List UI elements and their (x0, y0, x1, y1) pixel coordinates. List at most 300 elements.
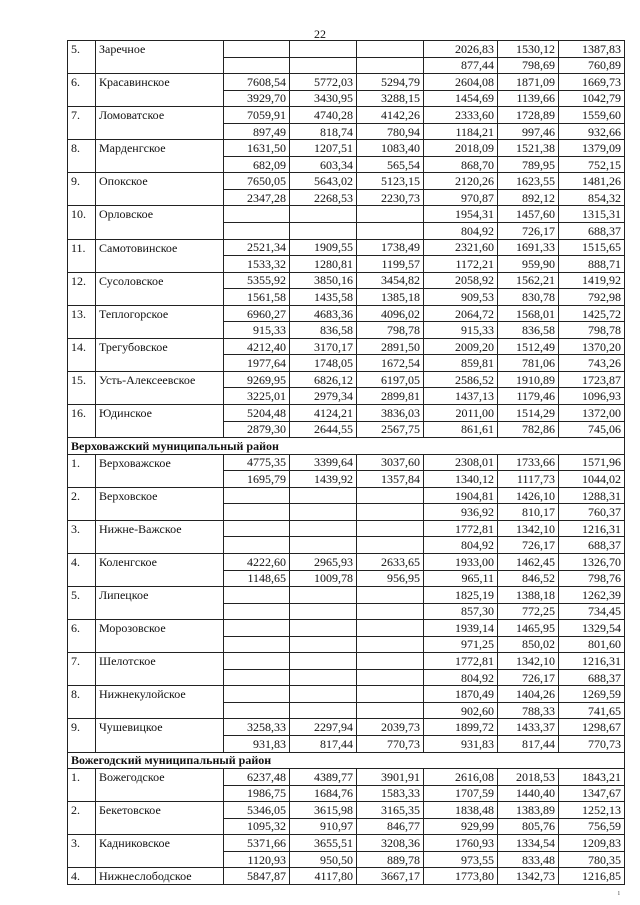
settlement-name-empty (96, 322, 224, 339)
value-cell: 6960,27 (224, 305, 290, 322)
value-cell: 1117,73 (498, 471, 559, 488)
value-cell: 1530,12 (498, 41, 559, 58)
value-cell: 909,53 (424, 289, 498, 306)
value-cell: 7608,54 (224, 74, 290, 91)
settlement-name-empty (96, 388, 224, 405)
value-cell: 770,73 (357, 735, 424, 752)
value-cell: 2321,60 (424, 239, 498, 256)
value-cell: 830,78 (498, 289, 559, 306)
value-cell: 3225,01 (224, 388, 290, 405)
value-cell (224, 57, 290, 74)
value-cell: 2333,60 (424, 107, 498, 124)
value-cell: 770,73 (559, 735, 625, 752)
value-cell: 1419,92 (559, 272, 625, 289)
value-cell: 2979,34 (290, 388, 357, 405)
value-cell: 4124,21 (290, 405, 357, 422)
value-cell: 734,45 (559, 603, 625, 620)
value-cell (357, 686, 424, 703)
row-number: 15. (68, 371, 96, 388)
row-number: 6. (68, 620, 96, 637)
value-cell: 817,44 (498, 735, 559, 752)
value-cell: 798,69 (498, 57, 559, 74)
value-cell: 897,49 (224, 123, 290, 140)
value-cell: 1825,19 (424, 587, 498, 604)
value-cell: 688,37 (559, 537, 625, 554)
value-cell: 1843,21 (559, 769, 625, 786)
value-cell: 1139,66 (498, 90, 559, 107)
value-cell: 889,78 (357, 851, 424, 868)
value-cell: 970,87 (424, 189, 498, 206)
value-cell: 936,92 (424, 504, 498, 521)
value-cell: 5204,48 (224, 405, 290, 422)
value-cell: 2567,75 (357, 421, 424, 438)
value-cell: 868,70 (424, 156, 498, 173)
value-cell: 1184,21 (424, 123, 498, 140)
value-cell (357, 41, 424, 58)
settlement-name-empty (96, 818, 224, 835)
settlement-name-empty (96, 189, 224, 206)
value-cell: 5123,15 (357, 173, 424, 190)
value-cell: 2521,34 (224, 239, 290, 256)
table-row (68, 553, 625, 570)
settlement-name: Ломоватское (96, 107, 224, 124)
value-cell: 1347,67 (559, 785, 625, 802)
value-cell: 3208,36 (357, 835, 424, 852)
value-cell: 9269,95 (224, 371, 290, 388)
settlement-name-empty (96, 570, 224, 587)
row-number-empty (68, 636, 96, 653)
value-cell: 688,37 (559, 223, 625, 240)
value-cell: 1372,00 (559, 405, 625, 422)
value-cell (290, 537, 357, 554)
value-cell: 1738,49 (357, 239, 424, 256)
settlement-name: Марденгское (96, 140, 224, 157)
value-cell: 846,52 (498, 570, 559, 587)
value-cell (224, 702, 290, 719)
value-cell: 726,17 (498, 537, 559, 554)
row-number: 16. (68, 405, 96, 422)
settlement-name: Морозовское (96, 620, 224, 637)
value-cell: 1910,89 (498, 371, 559, 388)
value-cell: 781,06 (498, 355, 559, 372)
value-cell: 1439,92 (290, 471, 357, 488)
table-row-secondary (68, 123, 625, 140)
value-cell: 3850,16 (290, 272, 357, 289)
row-number: 5. (68, 41, 96, 58)
table-row (68, 405, 625, 422)
value-cell: 1334,54 (498, 835, 559, 852)
table-row-secondary (68, 636, 625, 653)
settlement-name-empty (96, 603, 224, 620)
table-row-secondary (68, 702, 625, 719)
table-row (68, 173, 625, 190)
value-cell: 1120,93 (224, 851, 290, 868)
value-cell: 1435,58 (290, 289, 357, 306)
value-cell: 1216,31 (559, 520, 625, 537)
row-number: 7. (68, 107, 96, 124)
value-cell: 2308,01 (424, 454, 498, 471)
value-cell: 1933,00 (424, 553, 498, 570)
value-cell: 5847,87 (224, 868, 290, 885)
settlement-name-empty (96, 421, 224, 438)
value-cell: 1388,18 (498, 587, 559, 604)
row-number-empty (68, 355, 96, 372)
value-cell: 726,17 (498, 223, 559, 240)
value-cell: 804,92 (424, 537, 498, 554)
value-cell: 743,26 (559, 355, 625, 372)
settlement-name: Нижнеслободское (96, 868, 224, 885)
row-number-empty (68, 785, 96, 802)
table-row (68, 686, 625, 703)
value-cell (357, 223, 424, 240)
value-cell: 6237,48 (224, 769, 290, 786)
value-cell: 3836,03 (357, 405, 424, 422)
value-cell: 780,35 (559, 851, 625, 868)
table-row-secondary (68, 570, 625, 587)
value-cell: 915,33 (424, 322, 498, 339)
row-number-empty (68, 322, 96, 339)
value-cell (224, 223, 290, 240)
table-row (68, 620, 625, 637)
settlement-name-empty (96, 256, 224, 273)
value-cell: 3258,33 (224, 719, 290, 736)
table-row-secondary (68, 289, 625, 306)
value-cell: 1199,57 (357, 256, 424, 273)
table-row (68, 653, 625, 670)
table-row-secondary (68, 256, 625, 273)
settlement-name-empty (96, 702, 224, 719)
value-cell: 2064,72 (424, 305, 498, 322)
settlement-name-empty (96, 289, 224, 306)
value-cell (224, 686, 290, 703)
value-cell: 4740,28 (290, 107, 357, 124)
value-cell: 1838,48 (424, 802, 498, 819)
value-cell: 1954,31 (424, 206, 498, 223)
table-row-secondary (68, 851, 625, 868)
value-cell: 2268,53 (290, 189, 357, 206)
value-cell (357, 206, 424, 223)
value-cell: 1977,64 (224, 355, 290, 372)
value-cell: 1871,09 (498, 74, 559, 91)
value-cell: 3615,98 (290, 802, 357, 819)
value-cell: 1379,09 (559, 140, 625, 157)
value-cell (357, 669, 424, 686)
value-cell (224, 653, 290, 670)
value-cell: 1772,81 (424, 653, 498, 670)
value-cell: 2039,73 (357, 719, 424, 736)
value-cell (290, 686, 357, 703)
value-cell: 1986,75 (224, 785, 290, 802)
row-number: 8. (68, 140, 96, 157)
value-cell: 888,71 (559, 256, 625, 273)
settlement-name: Сусоловское (96, 272, 224, 289)
value-cell (290, 57, 357, 74)
table-row (68, 74, 625, 91)
value-cell: 1433,37 (498, 719, 559, 736)
table-row-secondary (68, 355, 625, 372)
settlement-name-empty (96, 57, 224, 74)
value-cell: 950,50 (290, 851, 357, 868)
value-cell: 854,32 (559, 189, 625, 206)
value-cell: 760,37 (559, 504, 625, 521)
value-cell (224, 669, 290, 686)
value-cell: 5643,02 (290, 173, 357, 190)
settlement-name: Нижне-Важское (96, 520, 224, 537)
row-number: 13. (68, 305, 96, 322)
value-cell: 5294,79 (357, 74, 424, 91)
value-cell: 1465,95 (498, 620, 559, 637)
value-cell: 801,60 (559, 636, 625, 653)
table-row (68, 140, 625, 157)
value-cell: 1383,89 (498, 802, 559, 819)
district-header-row (68, 438, 625, 455)
value-cell: 804,92 (424, 223, 498, 240)
settlement-name: Шелотское (96, 653, 224, 670)
value-cell: 1209,83 (559, 835, 625, 852)
district-name: Верховажский муниципальный район (68, 438, 625, 455)
district-name: Вожегодский муниципальный район (68, 752, 625, 769)
value-cell: 956,95 (357, 570, 424, 587)
value-cell: 5772,03 (290, 74, 357, 91)
value-cell (357, 620, 424, 637)
value-cell: 2879,30 (224, 421, 290, 438)
value-cell (290, 487, 357, 504)
row-number-empty (68, 256, 96, 273)
value-cell (357, 636, 424, 653)
value-cell (290, 636, 357, 653)
value-cell: 1096,93 (559, 388, 625, 405)
value-cell (357, 487, 424, 504)
value-cell: 3037,60 (357, 454, 424, 471)
row-number-empty (68, 421, 96, 438)
settlement-name-empty (96, 636, 224, 653)
value-cell: 2230,73 (357, 189, 424, 206)
row-number-empty (68, 289, 96, 306)
table-row (68, 305, 625, 322)
value-cell: 965,11 (424, 570, 498, 587)
value-cell: 971,25 (424, 636, 498, 653)
value-cell: 1669,73 (559, 74, 625, 91)
value-cell: 1571,96 (559, 454, 625, 471)
row-number: 1. (68, 454, 96, 471)
value-cell: 1044,02 (559, 471, 625, 488)
page-number: 22 (314, 27, 326, 41)
row-number-empty (68, 818, 96, 835)
value-cell: 3170,17 (290, 338, 357, 355)
settlement-name: Нижнекулойское (96, 686, 224, 703)
value-cell (290, 520, 357, 537)
row-number-empty (68, 735, 96, 752)
row-number-empty (68, 669, 96, 686)
value-cell: 1083,40 (357, 140, 424, 157)
value-cell: 1216,31 (559, 653, 625, 670)
value-cell: 805,76 (498, 818, 559, 835)
value-cell: 1340,12 (424, 471, 498, 488)
value-cell: 1939,14 (424, 620, 498, 637)
value-cell: 2616,08 (424, 769, 498, 786)
row-number-empty (68, 388, 96, 405)
value-cell: 861,61 (424, 421, 498, 438)
value-cell: 3667,17 (357, 868, 424, 885)
value-cell (290, 206, 357, 223)
settlement-name-empty (96, 669, 224, 686)
settlement-name: Чушевицкое (96, 719, 224, 736)
value-cell: 745,06 (559, 421, 625, 438)
settlement-name: Трегубовское (96, 338, 224, 355)
table-row-secondary (68, 90, 625, 107)
value-cell: 2965,93 (290, 553, 357, 570)
value-cell (290, 504, 357, 521)
value-cell: 836,58 (290, 322, 357, 339)
value-cell: 1760,93 (424, 835, 498, 852)
row-number: 10. (68, 206, 96, 223)
value-cell: 818,74 (290, 123, 357, 140)
value-cell (357, 653, 424, 670)
value-cell: 1559,60 (559, 107, 625, 124)
value-cell: 1533,32 (224, 256, 290, 273)
row-number: 11. (68, 239, 96, 256)
value-cell: 910,97 (290, 818, 357, 835)
value-cell: 932,66 (559, 123, 625, 140)
settlement-name: Заречное (96, 41, 224, 58)
row-number-empty (68, 603, 96, 620)
value-cell: 1462,45 (498, 553, 559, 570)
settlement-name-empty (96, 355, 224, 372)
value-cell: 1512,49 (498, 338, 559, 355)
value-cell: 3454,82 (357, 272, 424, 289)
table-row-secondary (68, 57, 625, 74)
table-row (68, 719, 625, 736)
settlement-name-empty (96, 537, 224, 554)
value-cell: 4212,40 (224, 338, 290, 355)
value-cell: 1425,72 (559, 305, 625, 322)
settlement-name: Самотовинское (96, 239, 224, 256)
table-row (68, 769, 625, 786)
value-cell: 1672,54 (357, 355, 424, 372)
row-number: 12. (68, 272, 96, 289)
value-cell: 1870,49 (424, 686, 498, 703)
value-cell (224, 537, 290, 554)
table-row (68, 206, 625, 223)
value-cell: 760,89 (559, 57, 625, 74)
value-cell: 4389,77 (290, 769, 357, 786)
value-cell: 2018,09 (424, 140, 498, 157)
settlement-name-empty (96, 156, 224, 173)
value-cell: 1521,38 (498, 140, 559, 157)
value-cell (224, 520, 290, 537)
value-cell (357, 504, 424, 521)
table-row-secondary (68, 504, 625, 521)
settlement-rates-table (67, 40, 625, 885)
value-cell: 1707,59 (424, 785, 498, 802)
value-cell: 2026,83 (424, 41, 498, 58)
table-row-secondary (68, 537, 625, 554)
value-cell (357, 520, 424, 537)
row-number: 1. (68, 769, 96, 786)
value-cell: 4775,35 (224, 454, 290, 471)
value-cell: 2297,94 (290, 719, 357, 736)
value-cell: 2586,52 (424, 371, 498, 388)
settlement-name: Орловское (96, 206, 224, 223)
value-cell: 792,98 (559, 289, 625, 306)
table-row (68, 587, 625, 604)
value-cell: 2899,81 (357, 388, 424, 405)
value-cell: 2604,08 (424, 74, 498, 91)
value-cell: 6197,05 (357, 371, 424, 388)
settlement-name: Коленгское (96, 553, 224, 570)
value-cell: 836,58 (498, 322, 559, 339)
value-cell: 788,33 (498, 702, 559, 719)
corner-mark: ı (617, 888, 620, 897)
value-cell: 1280,81 (290, 256, 357, 273)
value-cell: 2347,28 (224, 189, 290, 206)
table-row (68, 41, 625, 58)
value-cell (224, 636, 290, 653)
value-cell: 1748,05 (290, 355, 357, 372)
value-cell: 1684,76 (290, 785, 357, 802)
table-row (68, 487, 625, 504)
settlement-name: Верховажское (96, 454, 224, 471)
value-cell: 726,17 (498, 669, 559, 686)
value-cell: 902,60 (424, 702, 498, 719)
value-cell: 1315,31 (559, 206, 625, 223)
value-cell: 973,55 (424, 851, 498, 868)
value-cell (290, 702, 357, 719)
value-cell: 4222,60 (224, 553, 290, 570)
table-row-secondary (68, 322, 625, 339)
value-cell: 3430,95 (290, 90, 357, 107)
settlement-name-empty (96, 90, 224, 107)
value-cell: 1252,13 (559, 802, 625, 819)
row-number: 2. (68, 487, 96, 504)
value-cell: 846,77 (357, 818, 424, 835)
settlement-name: Красавинское (96, 74, 224, 91)
table-row-secondary (68, 189, 625, 206)
value-cell (224, 504, 290, 521)
table-row-secondary (68, 669, 625, 686)
value-cell (290, 41, 357, 58)
value-cell: 859,81 (424, 355, 498, 372)
table-row-secondary (68, 735, 625, 752)
value-cell (224, 206, 290, 223)
value-cell (224, 587, 290, 604)
row-number-empty (68, 90, 96, 107)
table-row (68, 338, 625, 355)
value-cell: 1691,33 (498, 239, 559, 256)
value-cell (357, 603, 424, 620)
value-cell: 1583,33 (357, 785, 424, 802)
row-number: 2. (68, 802, 96, 819)
value-cell: 4117,80 (290, 868, 357, 885)
value-cell: 915,33 (224, 322, 290, 339)
value-cell: 1387,83 (559, 41, 625, 58)
value-cell: 5371,66 (224, 835, 290, 852)
value-cell: 1723,87 (559, 371, 625, 388)
value-cell: 688,37 (559, 669, 625, 686)
value-cell: 682,09 (224, 156, 290, 173)
value-cell: 1909,55 (290, 239, 357, 256)
row-number-empty (68, 851, 96, 868)
row-number: 5. (68, 587, 96, 604)
row-number: 6. (68, 74, 96, 91)
value-cell: 5346,05 (224, 802, 290, 819)
value-cell (224, 41, 290, 58)
value-cell: 1404,26 (498, 686, 559, 703)
value-cell: 798,76 (559, 570, 625, 587)
value-cell: 1457,60 (498, 206, 559, 223)
value-cell: 1426,10 (498, 487, 559, 504)
value-cell: 772,25 (498, 603, 559, 620)
